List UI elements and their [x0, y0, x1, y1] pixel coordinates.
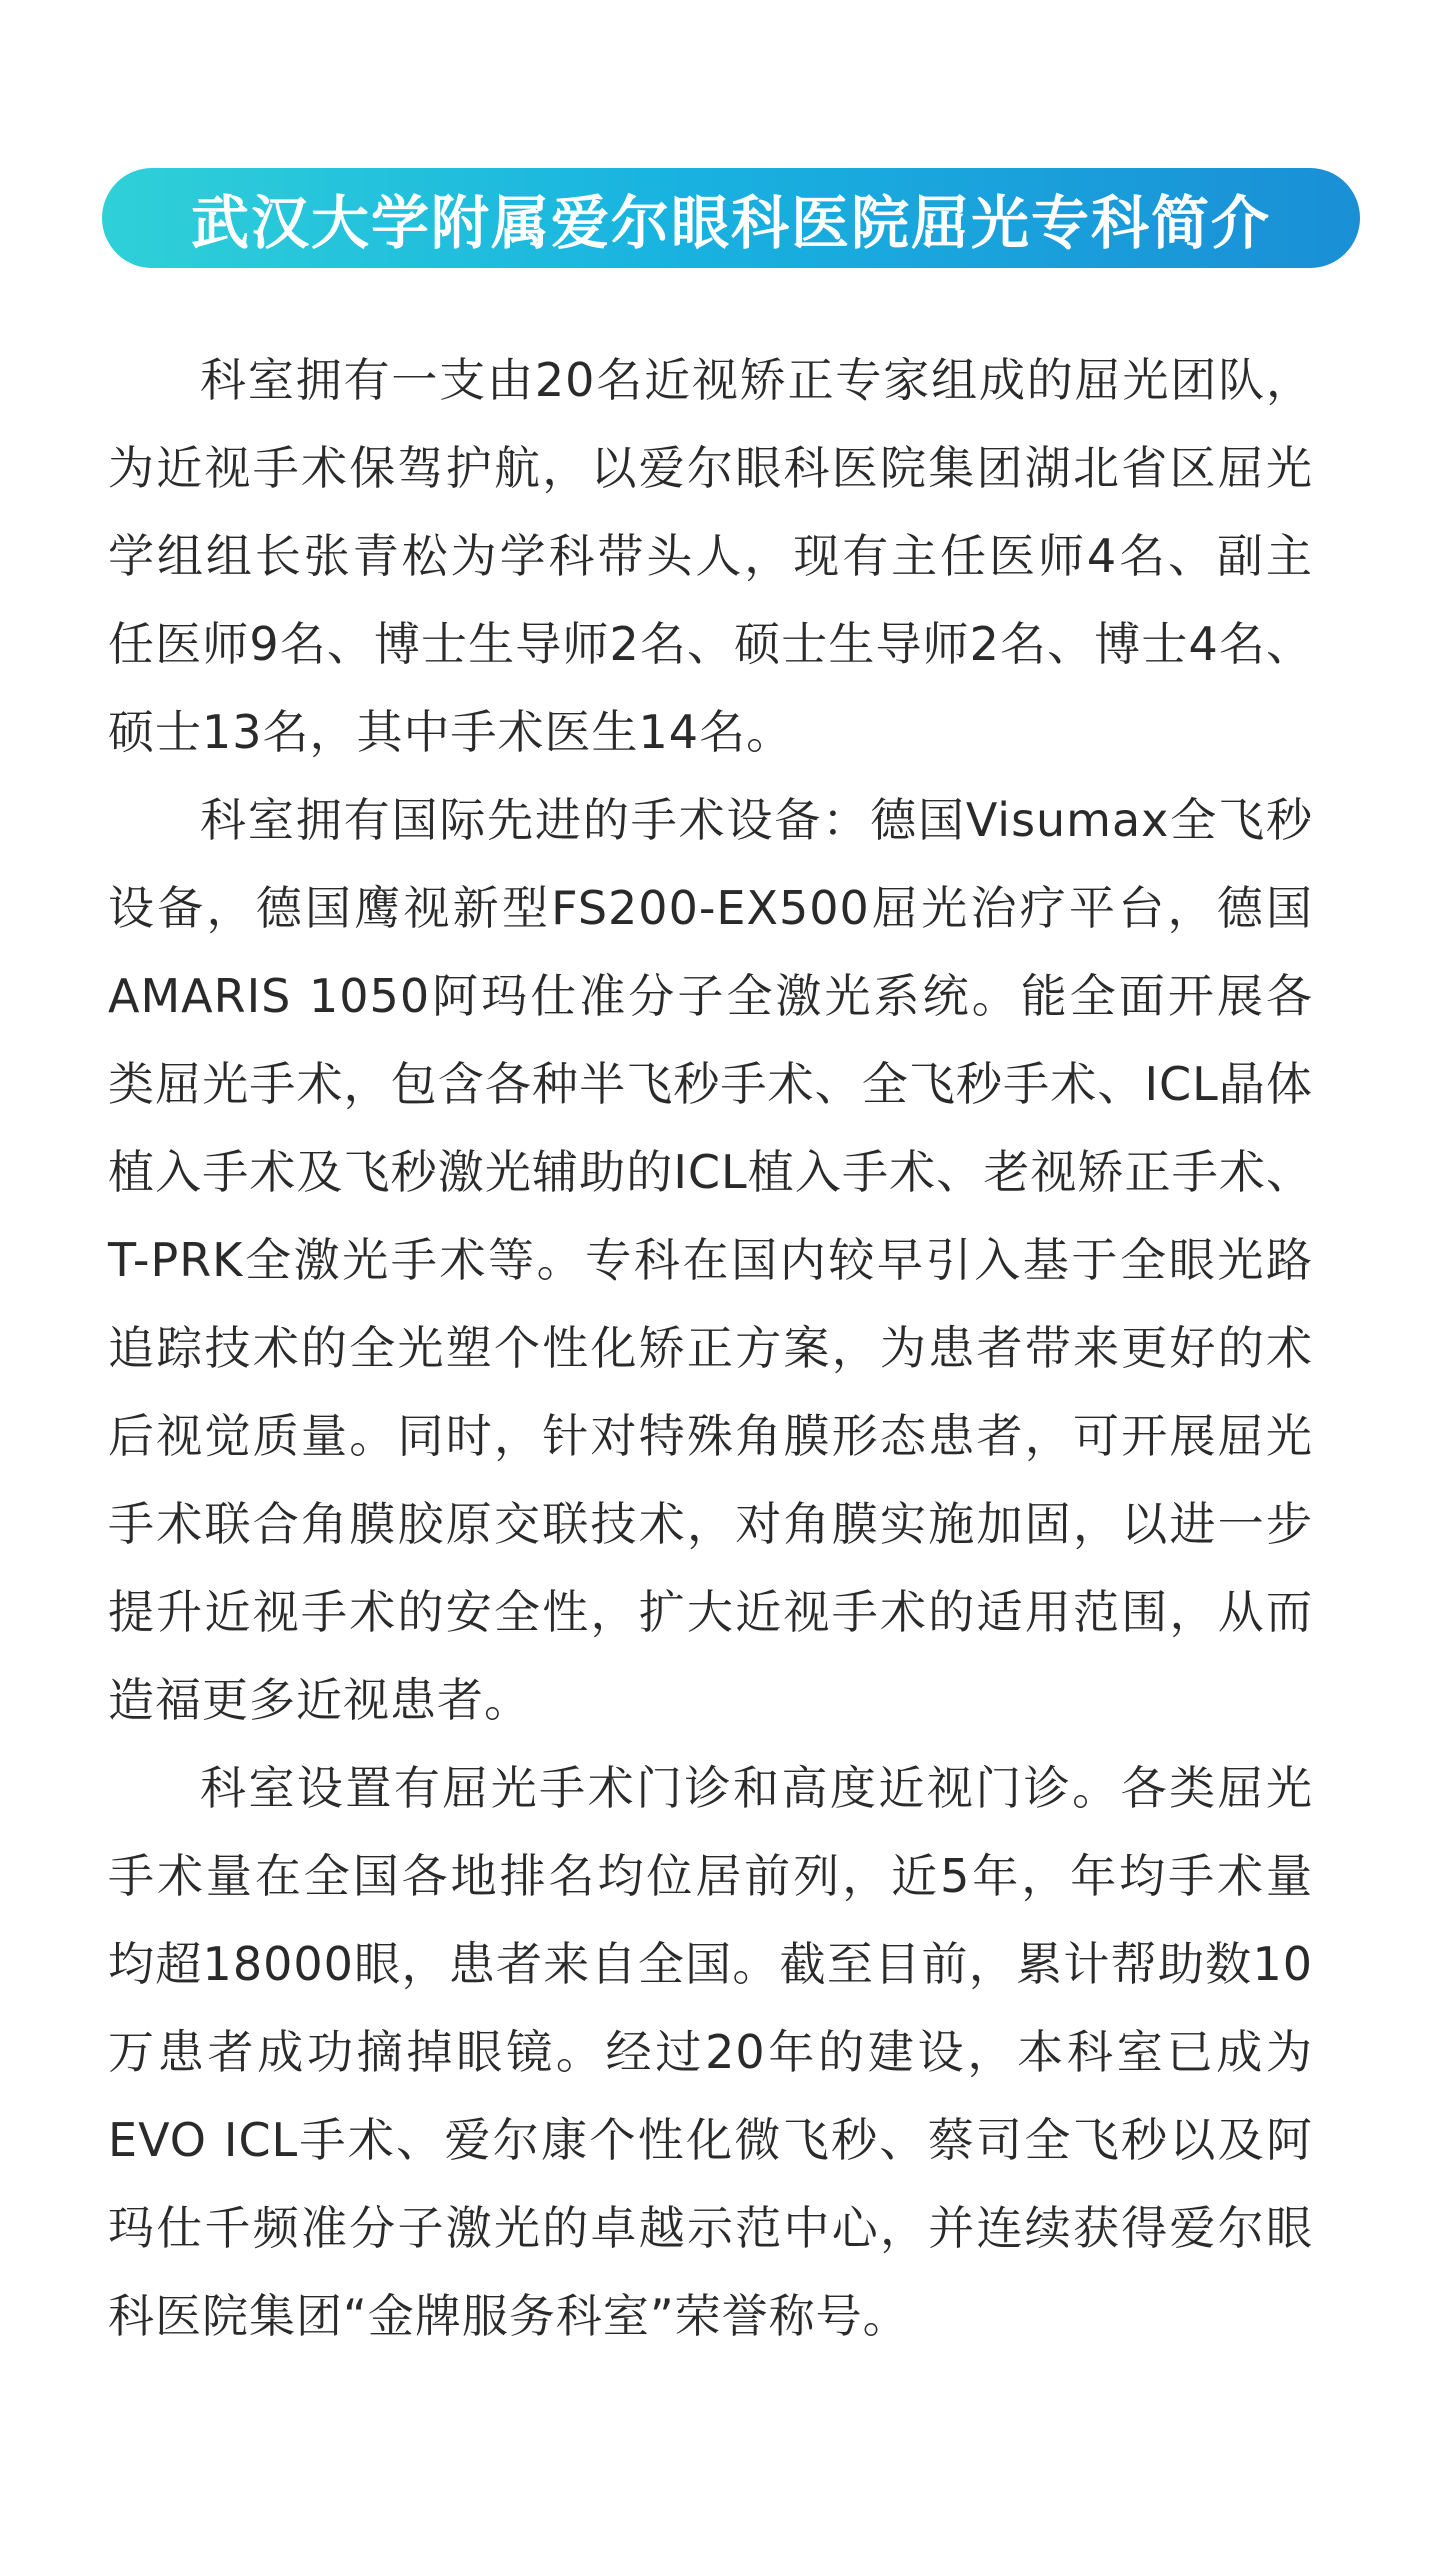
article-body	[108, 336, 1313, 2360]
paragraph-team: 科室拥有一支由20名近视矫正专家组成的屈光团队，为近视手术保驾护航，以爱尔眼科医院集团湖北省区屈光学组组长张青松为学科带头人，现有主任医师4名、副主任医师9名、博士生导师2名、硕士生导师2名、博士4名、硕士13名，其中手术医生14名。	[108, 353, 1313, 759]
page-title: 武汉大学附属爱尔眼科医院屈光专科简介	[190, 189, 1271, 257]
paragraph-clinics: 科室设置有屈光手术门诊和高度近视门诊。各类屈光手术量在全国各地排名均位居前列，近5年，年均手术量均超18000眼，患者来自全国。截至目前，累计帮助数10万患者成功摘掉眼镜。经过20年的建设，本科室已成为EVO ICL手术、爱尔康个性化微飞秒、蔡司全飞秒以及阿玛仕千频准分子激光的卓越示范中心，并连续获得爱尔眼科医院集团“金牌服务科室”荣誉称号。	[108, 1761, 1313, 2343]
title-banner	[102, 168, 1360, 268]
paragraph-equipment: 科室拥有国际先进的手术设备：德国Visumax全飞秒设备，德国鹰视新型FS200-EX500屈光治疗平台，德国AMARIS 1050阿玛仕准分子全激光系统。能全面开展各类屈光手术，包含各种半飞秒手术、全飞秒手术、ICL晶体植入手术及飞秒激光辅助的ICL植入手术、老视矫正手术、T-PRK全激光手术等。专科在国内较早引入基于全眼光路追踪技术的全光塑个性化矫正方案，为患者带来更好的术后视觉质量。同时，针对特殊角膜形态患者，可开展屈光手术联合角膜胶原交联技术，对角膜实施加固，以进一步提升近视手术的安全性，扩大近视手术的适用范围，从而造福更多近视患者。	[108, 793, 1313, 1727]
